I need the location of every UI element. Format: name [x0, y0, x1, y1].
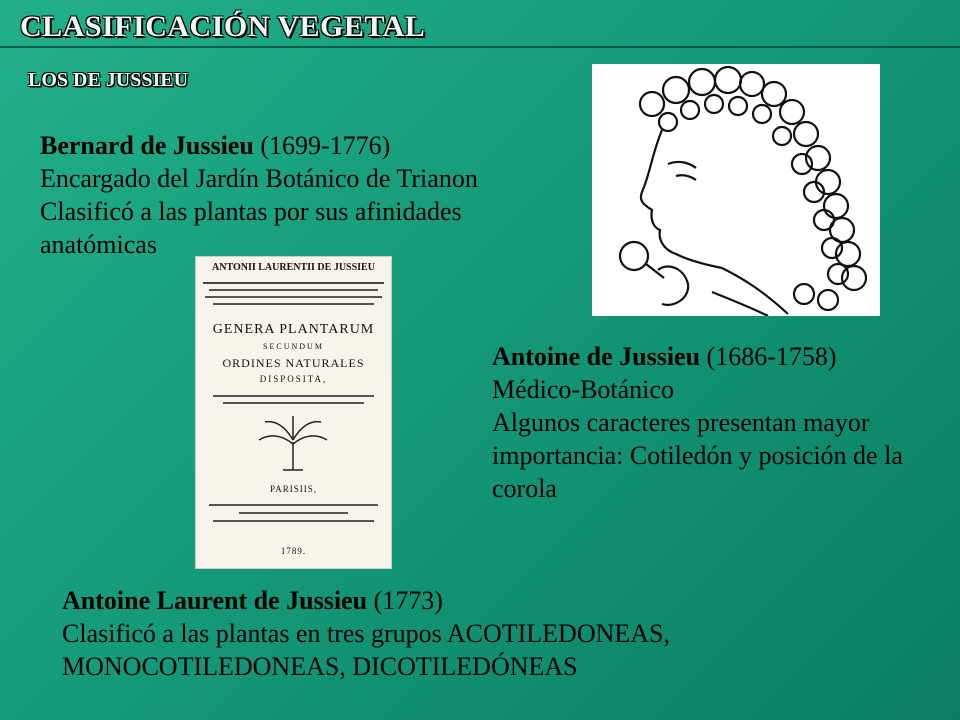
bernard-name: Bernard de Jussieu	[40, 131, 254, 160]
book-method-lines	[213, 392, 374, 409]
bernard-line1: Encargado del Jardín Botánico de Trianon	[40, 164, 478, 193]
book-secundum: SECUNDUM	[263, 342, 324, 351]
slide-title: CLASIFICACIÓN VEGETAL	[20, 10, 426, 43]
bernard-line2: Clasificó a las plantas por sus afinidades	[40, 197, 462, 226]
book-vignette-icon	[253, 412, 333, 472]
book-author: ANTONII LAURENTII DE JUSSIEU	[212, 262, 375, 273]
antoine-dates: (1686-1758)	[700, 342, 837, 371]
bernard-line3: anatómicas	[40, 230, 157, 259]
portrait-image	[592, 64, 880, 316]
book-title-page-image	[195, 256, 392, 569]
laurent-dates: (1773)	[367, 586, 443, 615]
book-city: PARISIIS,	[270, 484, 317, 494]
book-ordines: ORDINES NATURALES	[222, 356, 365, 370]
bernard-dates: (1699-1776)	[253, 131, 391, 160]
book-publisher-lines	[209, 500, 378, 528]
laurent-name: Antoine Laurent de Jussieu	[62, 586, 368, 615]
antoine-name: Antoine de Jussieu	[492, 342, 701, 371]
antoine-block	[492, 340, 912, 505]
laurent-line2: MONOCOTILEDONEAS, DICOTILEDÓNEAS	[62, 652, 578, 681]
laurent-line1: Clasificó a las plantas en tres grupos ACOTILEDONEAS,	[62, 619, 671, 648]
laurent-block	[62, 584, 670, 683]
book-year: 1789.	[280, 546, 307, 556]
antoine-line2: Algunos caracteres presentan mayor importancia: Cotiledón y posición de la corola	[492, 408, 903, 503]
book-title: GENERA PLANTARUM	[212, 322, 375, 337]
bernard-block	[40, 129, 478, 261]
slide-subtitle: LOS DE JUSSIEU	[28, 69, 189, 91]
antoine-line1: Médico-Botánico	[492, 375, 674, 404]
book-disposita: DISPOSITA,	[259, 374, 328, 384]
title-divider	[0, 46, 960, 48]
book-dedication-lines	[203, 278, 384, 318]
